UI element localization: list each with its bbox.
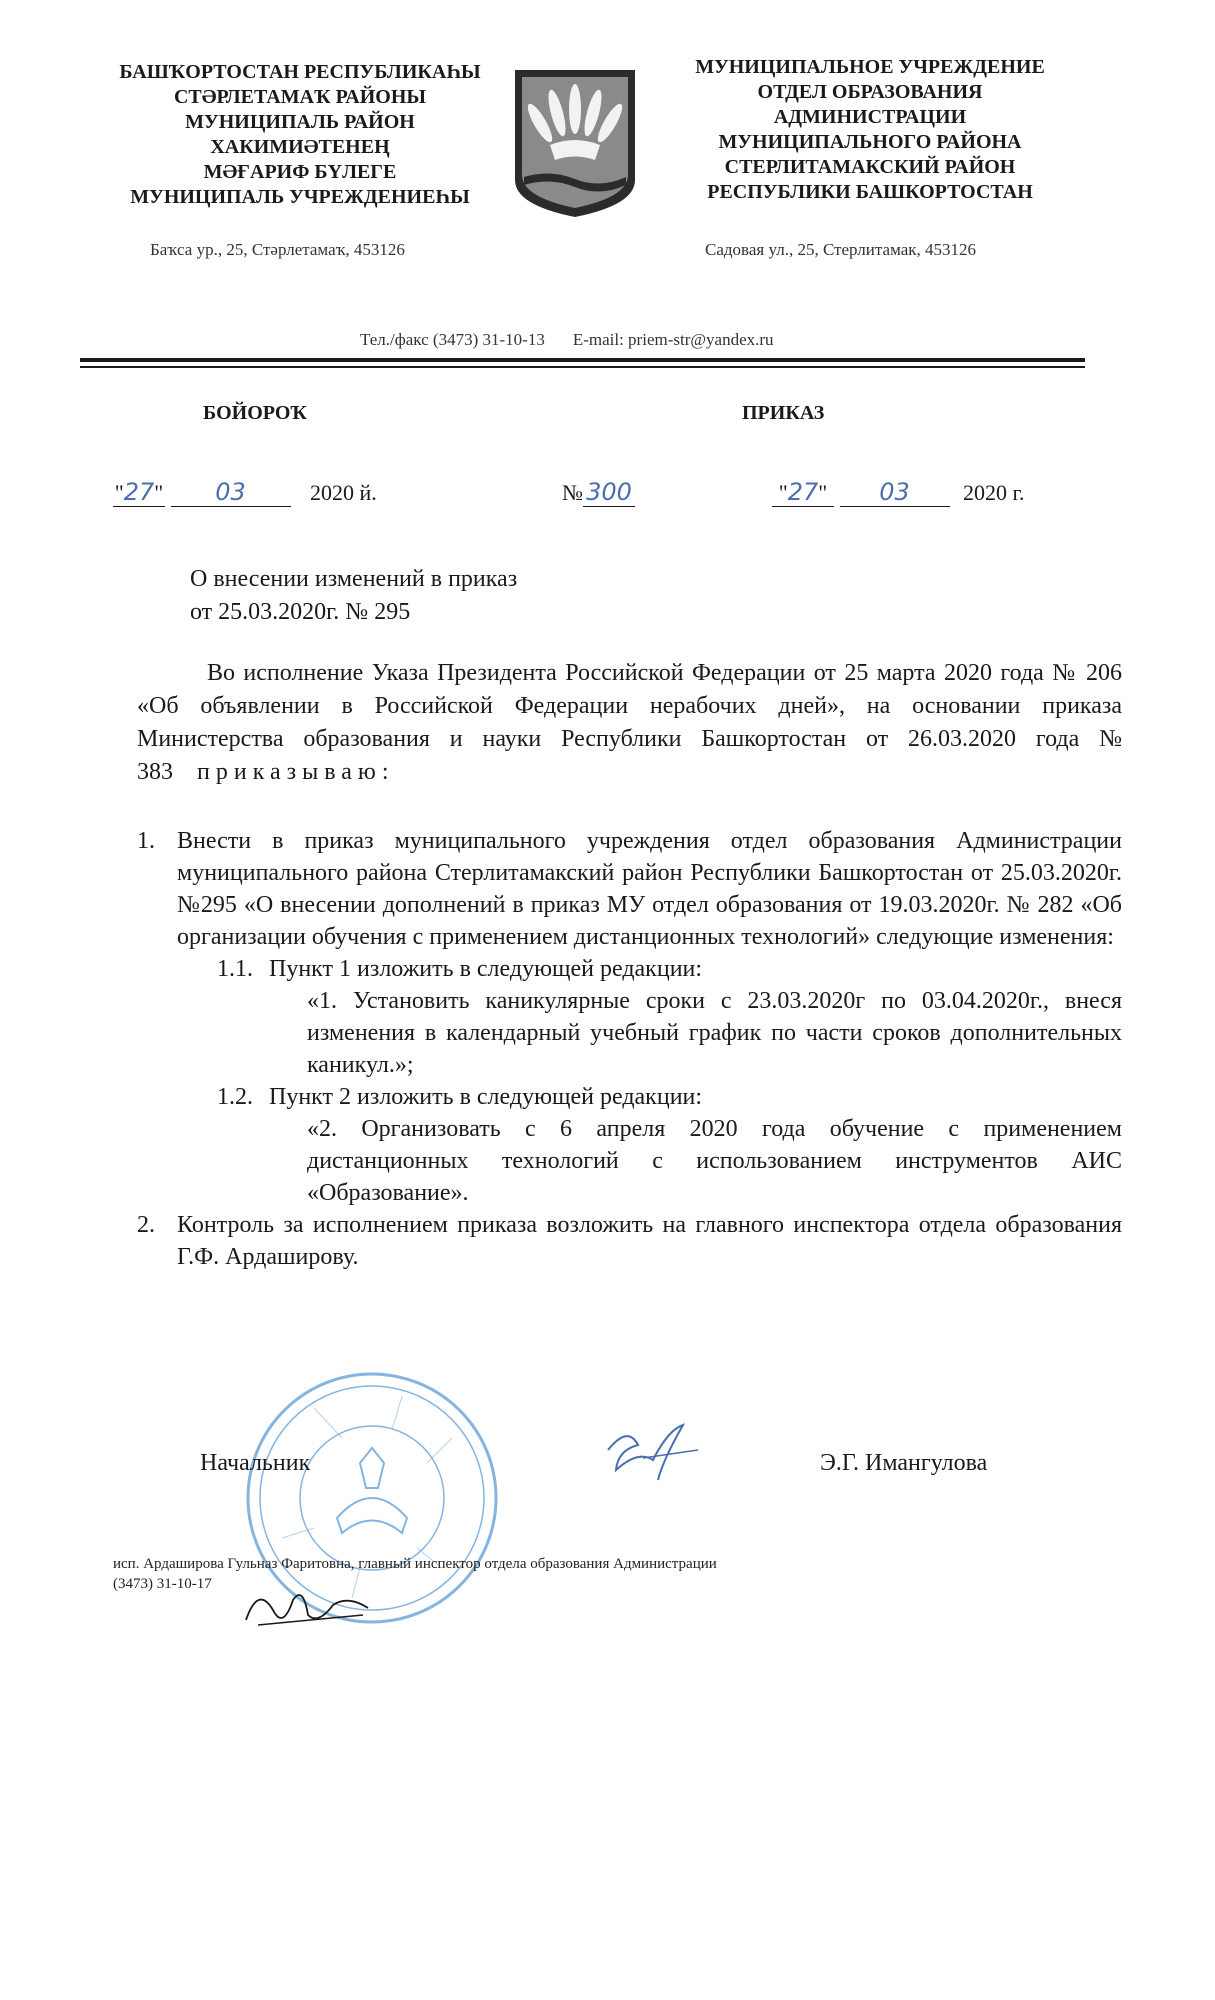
coat-of-arms-emblem — [510, 65, 640, 220]
header-left-line: ХАКИМИӘТЕНЕҢ — [210, 136, 390, 158]
header-divider-thin — [80, 366, 1085, 368]
number-label: № — [562, 480, 583, 505]
item-number: 2. — [137, 1212, 155, 1238]
preamble-text: Во исполнение Указа Президента Российской Федерации от 25 марта 2020 года № 206 «Об объявлении в Российской Федерации нерабочих дней», на основании приказа Министерства образования и науки Республики Башкортостан от 26.03.2020 года № 383 — [137, 660, 1122, 785]
header-right-line: РЕСПУБЛИКИ БАШКОРТОСТАН — [707, 181, 1033, 203]
preamble — [137, 657, 1122, 789]
order-number — [562, 478, 635, 507]
executor-note — [113, 1554, 717, 1594]
item-number: 1. — [137, 828, 155, 854]
header-right-line: СТЕРЛИТАМАКСКИЙ РАЙОН — [724, 156, 1016, 178]
signatory-name: Э.Г. Имангулова — [820, 1450, 988, 1476]
header-right-line: МУНИЦИПАЛЬНОЕ УЧРЕЖДЕНИЕ — [695, 56, 1045, 78]
header-right-line: МУНИЦИПАЛЬНОГО РАЙОНА — [718, 131, 1022, 153]
executor-phone: (3473) 31-10-17 — [113, 1576, 212, 1592]
header-right-line: АДМИНИСТРАЦИИ — [773, 106, 967, 128]
contact-line — [360, 330, 802, 350]
title-bashkir: БОЙОРОҠ — [203, 402, 307, 424]
sub-item-text: Пункт 2 изложить в следующей редакции: — [269, 1084, 703, 1110]
item-text: Контроль за исполнением приказа возложить на главного инспектора отдела образования Г.Ф. Ардаширову. — [177, 1212, 1122, 1270]
date-left — [113, 478, 377, 507]
date-right — [772, 478, 1025, 507]
address-left: Баҡса ур., 25, Стәрлетамаҡ, 453126 — [150, 240, 405, 259]
sub-item — [217, 1081, 1122, 1113]
signature-image — [598, 1420, 708, 1490]
sub-item-quote: «2. Организовать с 6 апреля 2020 года обучение с применением дистанционных технологий с использованием инструментов АИС «Образование». — [307, 1116, 1122, 1206]
date-right-month: 03 — [840, 478, 950, 507]
number-value: 300 — [583, 478, 635, 507]
header-left-line: МӘҒАРИФ БҮЛЕГЕ — [203, 161, 397, 183]
header-divider — [80, 358, 1085, 362]
sub-item-text: Пункт 1 изложить в следующей редакции: — [269, 956, 703, 982]
list-item — [137, 825, 1122, 953]
phone: Тел./факс (3473) 31-10-13 — [360, 330, 545, 349]
title-russian: ПРИКАЗ — [742, 402, 825, 424]
date-left-day-field: "27" — [114, 478, 164, 506]
sub-item-quote: «1. Установить каникулярные сроки с 23.03.2020г по 03.04.2020г., внеся изменения в календарный учебный график по части сроков дополнительных каникул.»; — [307, 988, 1122, 1078]
date-right-day-field: "27" — [772, 478, 834, 507]
item-text: Внести в приказ муниципального учреждения отдел образования Администрации муниципального района Стерлитамакский район Республики Башкортостан от 25.03.2020г. №295 «О внесении дополнений в приказ МУ отдел образования от 19.03.2020г. № 282 «Об организации обучения с применением дистанционных технологий» следующие изменения: — [177, 828, 1122, 950]
header-left-line: МУНИЦИПАЛЬ РАЙОН — [185, 111, 415, 133]
order-subject — [190, 563, 517, 629]
header-right-block — [660, 55, 1080, 205]
email: E-mail: priem-str@yandex.ru — [572, 330, 774, 349]
list-item — [137, 1209, 1122, 1273]
order-items — [137, 825, 1122, 1273]
executor-signature-image — [238, 1580, 378, 1640]
subject-line: О внесении изменений в приказ — [190, 566, 518, 592]
date-right-year: 2020 г. — [963, 480, 1025, 505]
sub-item-number: 1.2. — [217, 1084, 253, 1110]
header-left-line: МУНИЦИПАЛЬ УЧРЕЖДЕНИЕҺЫ — [130, 186, 470, 208]
subject-line: от 25.03.2020г. № 295 — [190, 599, 411, 625]
header-left-block — [90, 60, 510, 210]
date-left-month: 03 — [171, 478, 291, 507]
preamble-order: приказываю: — [197, 759, 395, 785]
sub-item — [217, 953, 1122, 985]
header-right-line: ОТДЕЛ ОБРАЗОВАНИЯ — [757, 81, 983, 103]
address-right: Садовая ул., 25, Стерлитамак, 453126 — [705, 240, 977, 259]
executor-line: исп. Ардаширова Гульназ Фаритовна, главный инспектор отдела образования Администрации — [113, 1556, 717, 1572]
signatory-title: Начальник — [200, 1450, 311, 1476]
sub-item-number: 1.1. — [217, 956, 253, 982]
date-left-year: 2020 й. — [310, 480, 377, 505]
header-left-line: СТӘРЛЕТАМАҠ РАЙОНЫ — [173, 86, 427, 108]
header-left-line: БАШҠОРТОСТАН РЕСПУБЛИКАҺЫ — [119, 61, 481, 83]
